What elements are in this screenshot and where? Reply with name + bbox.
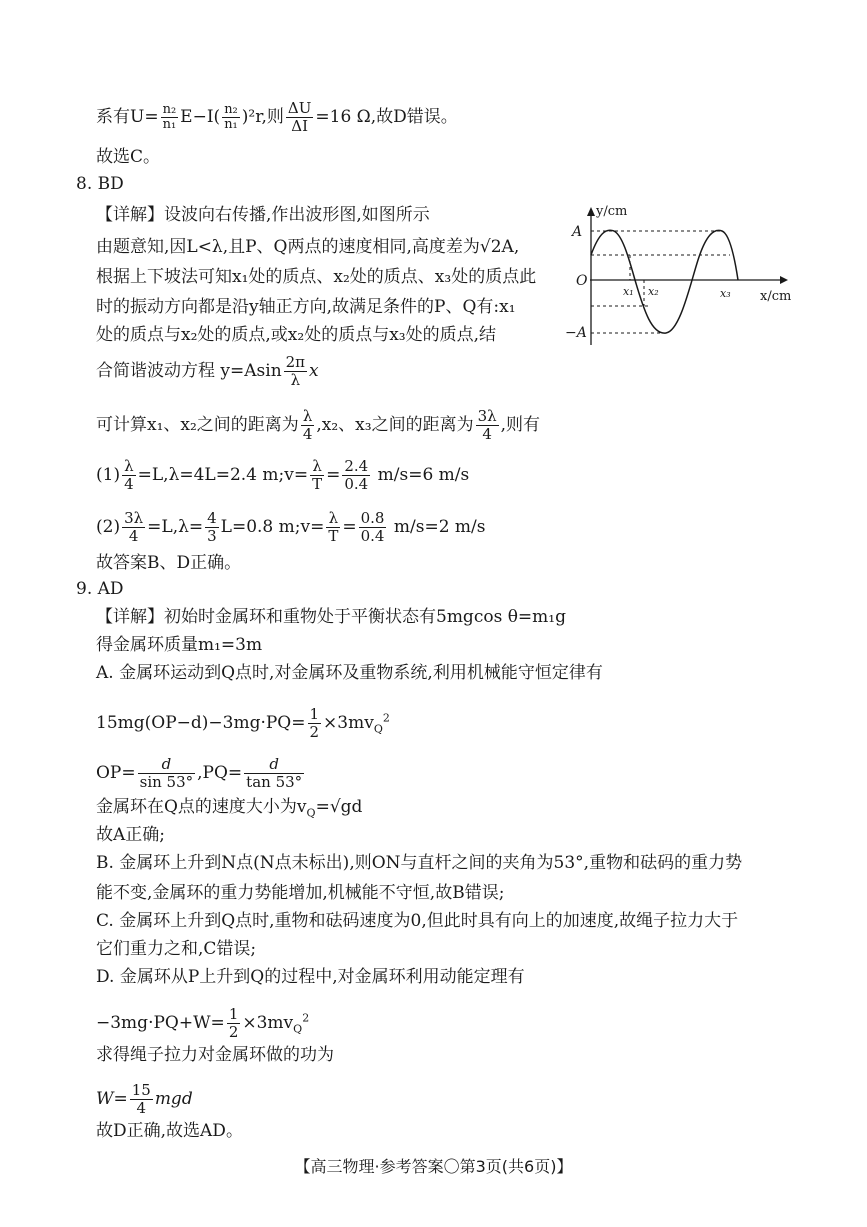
q9-line2: 得金属环质量m₁=3m <box>96 635 263 655</box>
q9-line5: OP= $\frac{d}{\sin 53^\circ}$ ,PQ= $\frac{d}{\tan 53^\circ}$ <box>96 755 303 791</box>
q9-line9: 能不变,金属环的重力势能增加,机械能不守恒,故B错误; <box>96 883 505 903</box>
q8-header: 8. BD <box>76 174 124 194</box>
q9-line8: B. 金属环上升到N点(N点未标出),则ON与直杆之间的夹角为53°,重物和砝码的重力势 <box>96 853 743 873</box>
q9-line4: 15mg(OP−d)−3mg·PQ= $\frac{1}{2}$ $\times 3mv_Q^2$ <box>96 705 390 741</box>
q8-line1: 由题意知,因L<λ,且P、Q两点的速度相同,高度差为√2A, <box>96 237 520 257</box>
q9-line6: 金属环在Q点的速度大小为$v_Q=√gd$ <box>96 797 363 820</box>
y-axis-label: y/cm <box>596 204 628 219</box>
label-origin: O <box>576 273 588 289</box>
q8-case2: (2) $\frac{3\lambda}{4}$ =L,λ= $\frac{4}{3}$ L=0.8 m;v= $\frac{\lambda}{T}$ = $\frac{0.8}{0.4}$ m/s=2 m/s <box>96 509 486 545</box>
y-axis-arrow <box>587 207 595 216</box>
q7-choose: 故选C。 <box>96 147 161 167</box>
q8-case1: (1) $\frac{\lambda}{4}$ =L,λ=4L=2.4 m;v= $\frac{\lambda}{T}$ = $\frac{2.4}{0.4}$ m/s=6 m/s <box>96 457 470 493</box>
label-x1: x₁ <box>623 285 634 298</box>
q8-line6: 可计算x₁、x₂之间的距离为 $\frac{\lambda}{4}$ ,x₂、x₃之间的距离为 $\frac{3\lambda}{4}$ ,则有 <box>96 407 541 443</box>
q9-line7: 故A正确; <box>96 825 166 845</box>
q9-header: 9. AD <box>76 579 124 599</box>
wave-figure <box>560 195 800 355</box>
q8-line4: 处的质点与x₂处的质点,或x₂处的质点与x₃处的质点,结 <box>96 325 497 345</box>
label-x3: x₃ <box>720 287 731 300</box>
q8-line3: 时的振动方向都是沿y轴正方向,故满足条件的P、Q有:x₁ <box>96 297 516 317</box>
q9-line1: 【详解】初始时金属环和重物处于平衡状态有5mgcos θ=m₁g <box>96 607 566 627</box>
q8-line2: 根据上下坡法可知x₁处的质点、x₂处的质点、x₃处的质点此 <box>96 267 537 287</box>
q9-line10: C. 金属环上升到Q点时,重物和砝码速度为0,但此时具有向上的加速度,故绳子拉力大于 <box>96 911 739 931</box>
label-negA: −A <box>565 325 587 341</box>
label-A: A <box>572 224 583 240</box>
q9-line14: 求得绳子拉力对金属环做的功为 <box>96 1045 334 1065</box>
q7-formula-line: 系有U= $\frac{\text{n₂}}{\text{n₁}}$ E−I( $\frac{\text{n₂}}{\text{n₁}}$ )²r,则 $\frac{\Delta U}{\Delta I}$ =16 Ω,故D错误。 <box>96 99 458 135</box>
wave-curve <box>591 230 738 333</box>
x-axis-label: x/cm <box>760 289 792 304</box>
q9-line16: 故D正确,故选AD。 <box>96 1121 243 1141</box>
page-footer: 【高三物理·参考答案〇第3页(共6页)】 <box>294 1157 573 1176</box>
q8-line5: 合简谐波动方程 y=Asin $\frac{2\pi}{\lambda}$ x <box>96 353 319 389</box>
q9-line3: A. 金属环运动到Q点时,对金属环及重物系统,利用机械能守恒定律有 <box>96 663 603 683</box>
q9-line13: −3mg·PQ+W= $\frac{1}{2}$ $\times 3mv_Q^2$ <box>96 1005 310 1041</box>
q8-conclusion: 故答案B、D正确。 <box>96 553 242 573</box>
q9-line15: W= $\frac{15}{4}$ mgd <box>96 1081 193 1117</box>
q9-line11: 它们重力之和,C错误; <box>96 939 257 959</box>
x-axis-arrow <box>780 276 788 284</box>
q8-intro: 【详解】设波向右传播,作出波形图,如图所示 <box>96 205 430 225</box>
q9-line12: D. 金属环从P上升到Q的过程中,对金属环利用动能定理有 <box>96 967 525 987</box>
label-x2: x₂ <box>648 285 659 298</box>
